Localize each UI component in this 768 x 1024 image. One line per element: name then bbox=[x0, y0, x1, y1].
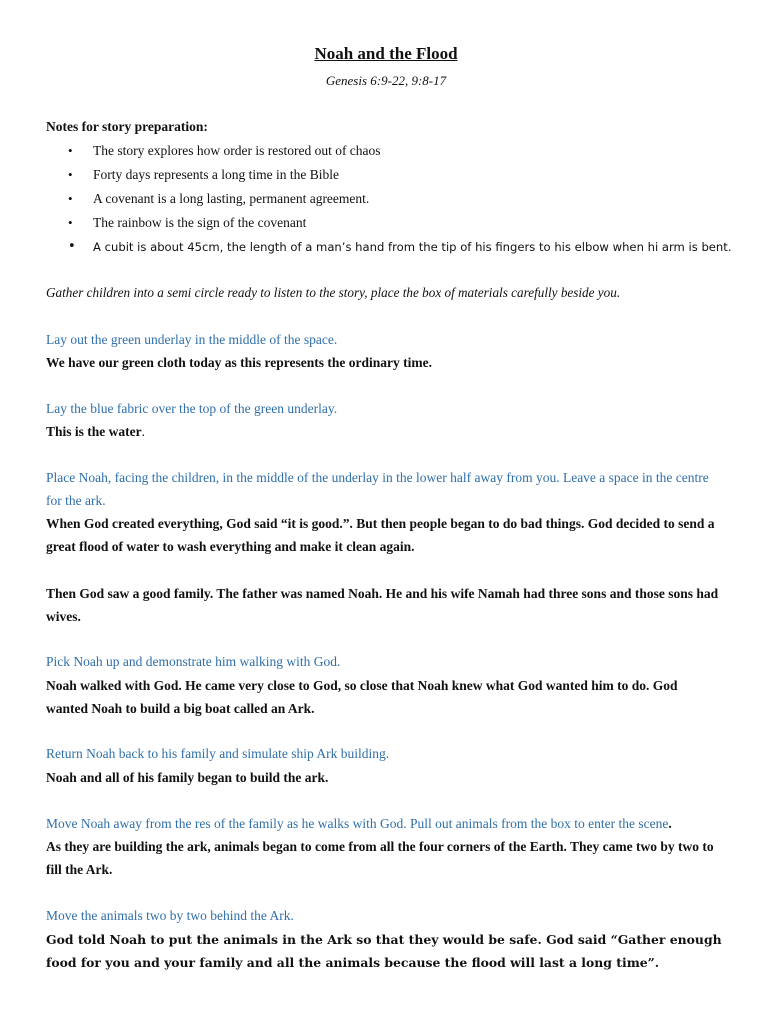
narration-text: God told Noah to put the animals in the Ark so that they would be safe. God said “Gather enough food for you and your family and all the animals because the flood will last a long time”. bbox=[46, 932, 722, 970]
list-item bbox=[46, 190, 726, 214]
narration-punctuation: . bbox=[141, 424, 145, 439]
note-text: A covenant is a long lasting, permanent agreement. bbox=[93, 191, 370, 206]
bullet-icon: • bbox=[68, 167, 73, 182]
stage-direction: Return Noah back to his family and simulate ship Ark building. bbox=[46, 746, 390, 761]
list-item bbox=[46, 238, 732, 262]
narration-text: Then God saw a good family. The father was named Noah. He and his wife Namah had three sons and those sons had wives. bbox=[46, 586, 719, 624]
narration-text: This is the water bbox=[46, 424, 142, 439]
stage-direction: Lay out the green underlay in the middle of the space. bbox=[46, 332, 338, 347]
stage-direction: Place Noah, facing the children, in the middle of the underlay in the lower half away from you. Leave a space in the centre for the ark. bbox=[46, 470, 709, 508]
narration-text: Noah walked with God. He came very close to God, so close that Noah knew what God wanted him to do. God wanted Noah to build a big boat called an Ark. bbox=[46, 678, 678, 716]
note-text: The story explores how order is restored out of chaos bbox=[93, 143, 381, 158]
stage-direction: Move the animals two by two behind the Ark. bbox=[46, 908, 294, 923]
note-text: The rainbow is the sign of the covenant bbox=[93, 215, 307, 230]
narration-text: We have our green cloth today as this represents the ordinary time. bbox=[46, 355, 432, 370]
notes-list bbox=[46, 142, 732, 262]
list-item bbox=[46, 142, 726, 166]
page-title: Noah and the Flood bbox=[314, 44, 458, 63]
narration-text: When God created everything, God said “it is good.”. But then people began to do bad things. God decided to send a great flood of water to wash everything and make it clean again. bbox=[46, 516, 715, 554]
narration-text: As they are building the ark, animals began to come from all the four corners of the Earth. They came two by two to fill the Ark. bbox=[46, 839, 714, 877]
stage-direction-punctuation: . bbox=[668, 816, 672, 831]
bullet-icon: • bbox=[68, 215, 73, 230]
note-text: A cubit is about 45cm, the length of a man’s hand from the tip of his fingers to his elbow when hi arm is bent. bbox=[93, 240, 732, 254]
notes-heading: Notes for story preparation: bbox=[46, 119, 208, 134]
stage-direction-paragraph bbox=[46, 812, 722, 835]
list-item bbox=[46, 214, 726, 238]
bullet-icon: • bbox=[68, 239, 76, 254]
narration-text: Noah and all of his family began to build the ark. bbox=[46, 770, 329, 785]
narration-paragraph bbox=[46, 420, 722, 443]
bullet-icon: • bbox=[68, 191, 73, 206]
stage-direction: Lay the blue fabric over the top of the green underlay. bbox=[46, 401, 338, 416]
gather-instruction: Gather children into a semi circle ready to listen to the story, place the box of materials carefully beside you. bbox=[46, 285, 621, 300]
bullet-icon: • bbox=[68, 143, 73, 158]
list-item bbox=[46, 166, 726, 190]
note-text: Forty days represents a long time in the Bible bbox=[93, 167, 339, 182]
stage-direction: Pick Noah up and demonstrate him walking with God. bbox=[46, 654, 341, 669]
stage-direction: Move Noah away from the res of the family as he walks with God. Pull out animals from the box to enter the scene bbox=[46, 816, 669, 831]
scripture-reference: Genesis 6:9-22, 9:8-17 bbox=[325, 73, 447, 88]
